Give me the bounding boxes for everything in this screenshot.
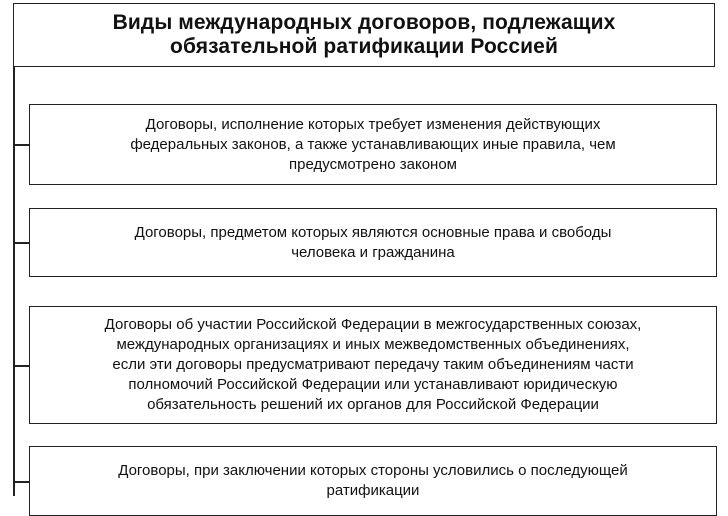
treaty-type-text: Договоры, предметом которых являются основные права и свободы человека и гражданина — [134, 223, 612, 261]
connector-spine — [13, 66, 15, 496]
connector-branch — [13, 144, 30, 146]
treaty-type-box — [29, 306, 717, 424]
diagram-title-box — [13, 3, 715, 67]
diagram-title: Виды международных договоров, подлежащих обязательной ратификации Россией — [112, 11, 616, 58]
connector-branch — [13, 481, 30, 483]
connector-branch — [13, 365, 30, 367]
treaty-type-text: Договоры, при заключении которых стороны условились о последующей ратификации — [118, 462, 628, 499]
treaty-type-text: Договоры об участии Российской Федерации в межгосударственных союзах, международных организациях и иных межведомственных объединениях, если эти договоры предусматривают передачу таким объединениям части полномочий Российской Федерации или устанавливают юридическую обязательность решений их органов для Российской Федерации — [104, 316, 642, 413]
treaty-type-box — [29, 446, 717, 516]
connector-branch — [13, 242, 30, 244]
treaty-type-box — [29, 208, 717, 277]
treaty-type-box — [29, 104, 717, 185]
treaty-type-text: Договоры, исполнение которых требует изменения действующих федеральных законов, а также устанавливающих иные правила, чем предусмотрено законом — [130, 115, 616, 173]
